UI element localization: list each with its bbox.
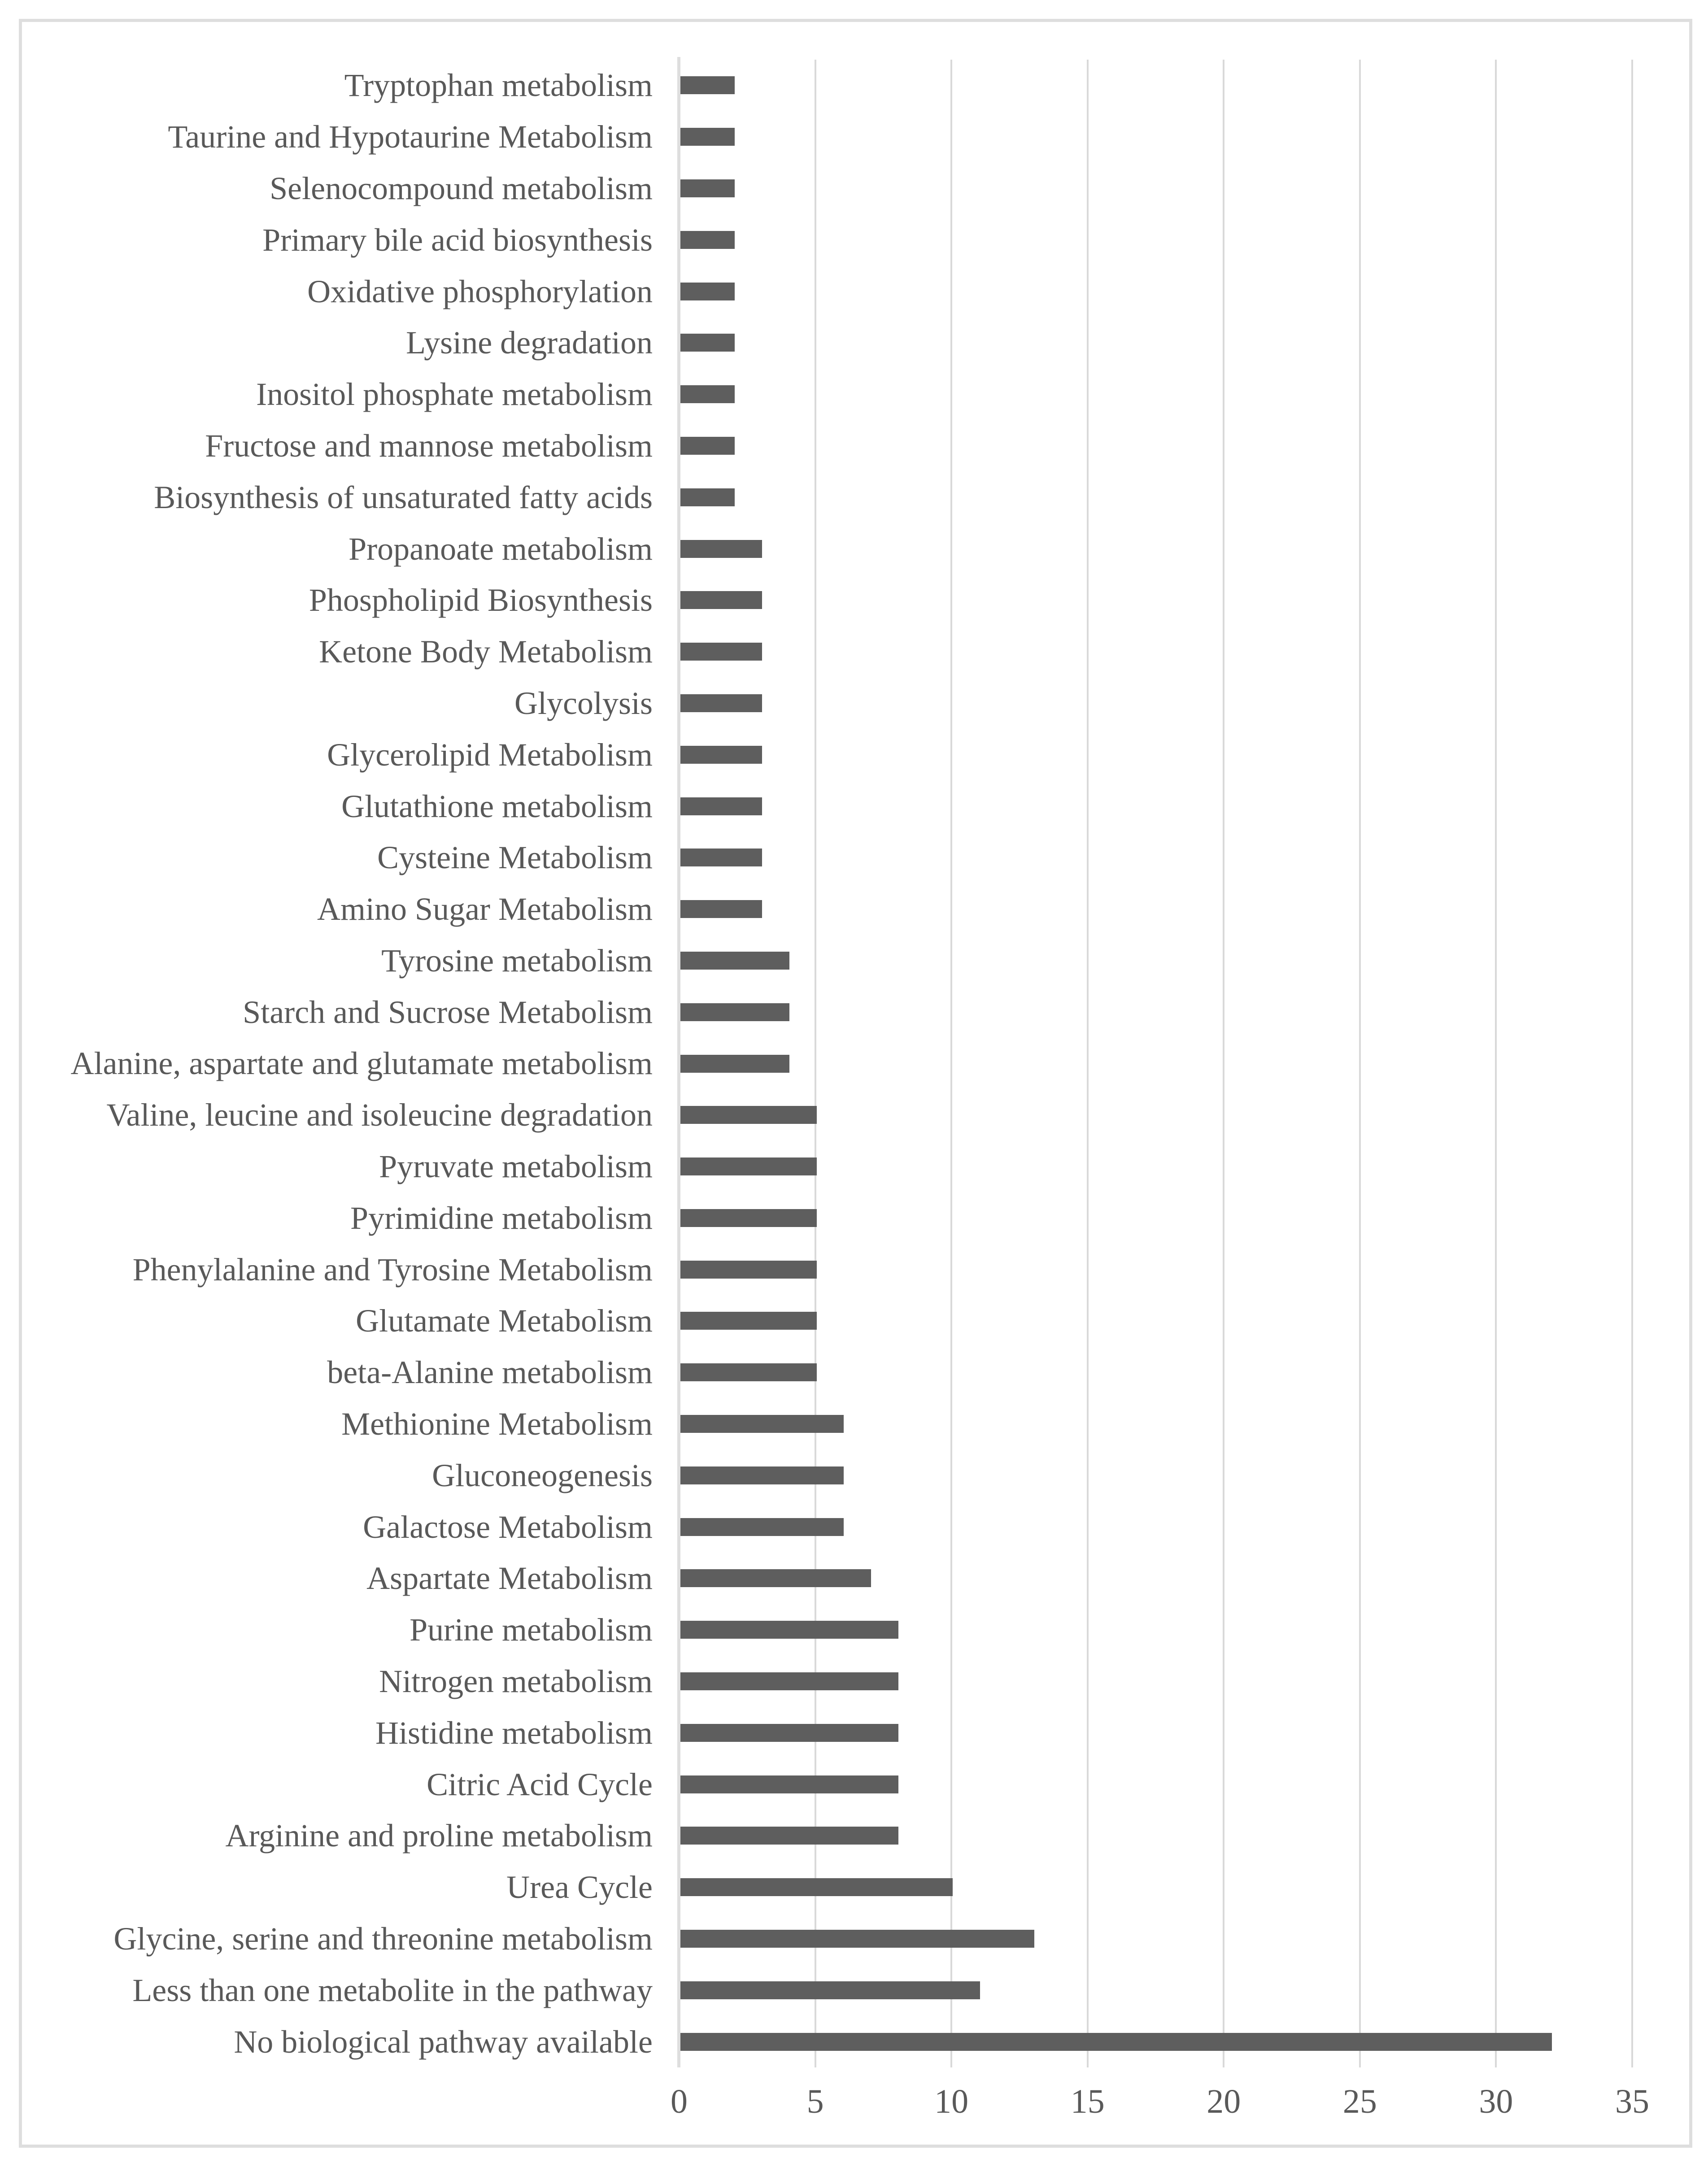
category-label: Urea Cycle	[506, 1869, 653, 1906]
category-label: Arginine and proline metabolism	[225, 1818, 653, 1854]
bar	[680, 1621, 898, 1639]
bar	[680, 797, 762, 815]
bar	[680, 1261, 817, 1279]
category-label: Gluconeogenesis	[432, 1457, 653, 1493]
category-label: Pyruvate metabolism	[379, 1149, 653, 1185]
category-label: Biosynthesis of unsaturated fatty acids	[154, 479, 653, 515]
bar	[680, 1363, 817, 1381]
category-label: Glycolysis	[514, 685, 653, 721]
bar	[680, 1775, 898, 1793]
bar	[680, 1055, 789, 1073]
bar	[680, 437, 735, 455]
bar	[680, 488, 735, 506]
x-tick-label: 15	[1070, 2083, 1105, 2120]
category-label: Methionine Metabolism	[341, 1406, 653, 1442]
x-tick-label: 10	[934, 2083, 969, 2120]
bar	[680, 1209, 817, 1227]
category-label: Glycine, serine and threonine metabolism	[113, 1921, 653, 1957]
category-label: Galactose Metabolism	[363, 1509, 653, 1545]
category-label: Glycerolipid Metabolism	[327, 736, 653, 773]
category-label: Pyrimidine metabolism	[350, 1200, 653, 1236]
bar	[680, 1930, 1034, 1948]
category-label: Valine, leucine and isoleucine degradation	[106, 1097, 653, 1133]
gridline	[1087, 60, 1089, 2067]
category-label: Purine metabolism	[410, 1612, 653, 1648]
bar	[680, 1003, 789, 1021]
category-label: Glutathione metabolism	[341, 788, 653, 824]
category-label: Oxidative phosphorylation	[307, 273, 653, 309]
bar	[680, 231, 735, 249]
bar	[680, 849, 762, 866]
x-tick-label: 30	[1479, 2083, 1513, 2120]
y-axis-line	[677, 57, 680, 2067]
category-label: No biological pathway available	[234, 2023, 653, 2060]
category-label: Tyrosine metabolism	[381, 942, 653, 979]
category-label: Fructose and mannose metabolism	[205, 427, 653, 464]
gridline	[950, 60, 952, 2067]
bar	[680, 179, 735, 197]
category-label: Phenylalanine and Tyrosine Metabolism	[132, 1251, 653, 1288]
bar	[680, 694, 762, 712]
bar	[680, 128, 735, 146]
category-label: Cysteine Metabolism	[377, 840, 653, 876]
category-label: Lysine degradation	[406, 325, 653, 361]
category-label: beta-Alanine metabolism	[327, 1354, 653, 1391]
x-tick-label: 5	[806, 2083, 824, 2120]
bar	[680, 1312, 817, 1330]
gridline	[1631, 60, 1633, 2067]
category-label: Primary bile acid biosynthesis	[262, 222, 653, 258]
bar	[680, 76, 735, 94]
x-tick-label: 25	[1342, 2083, 1377, 2120]
category-label: Glutamate Metabolism	[356, 1303, 653, 1339]
gridline	[1223, 60, 1224, 2067]
category-label: Amino Sugar Metabolism	[317, 891, 653, 927]
bar	[680, 334, 735, 352]
x-tick-label: 35	[1615, 2083, 1649, 2120]
bar	[680, 746, 762, 764]
gridline	[1359, 60, 1361, 2067]
bar	[680, 1827, 898, 1845]
category-label: Taurine and Hypotaurine Metabolism	[168, 119, 653, 155]
bar	[680, 1878, 953, 1896]
category-label: Tryptophan metabolism	[344, 67, 653, 104]
bar	[680, 1981, 980, 1999]
category-label: Aspartate Metabolism	[366, 1560, 653, 1597]
bar	[680, 900, 762, 918]
bar	[680, 1518, 844, 1536]
category-label: Alanine, aspartate and glutamate metabolism	[70, 1045, 653, 1082]
bar	[680, 2033, 1552, 2051]
bar	[680, 591, 762, 609]
category-label: Histidine metabolism	[375, 1714, 653, 1751]
bar	[680, 952, 789, 970]
bar	[680, 1672, 898, 1690]
category-label: Starch and Sucrose Metabolism	[243, 994, 653, 1030]
category-label: Less than one metabolite in the pathway	[132, 1972, 653, 2008]
gridline	[815, 60, 816, 2067]
bar	[680, 1466, 844, 1484]
category-label: Selenocompound metabolism	[270, 170, 653, 206]
bar	[680, 1415, 844, 1433]
x-tick-label: 20	[1207, 2083, 1241, 2120]
bar	[680, 1106, 817, 1124]
category-label: Ketone Body Metabolism	[319, 634, 653, 670]
bar	[680, 1157, 817, 1175]
category-label: Phospholipid Biosynthesis	[309, 582, 653, 618]
gridline	[1495, 60, 1497, 2067]
x-tick-label: 0	[671, 2083, 688, 2120]
bar	[680, 1724, 898, 1742]
bar	[680, 283, 735, 300]
category-label: Nitrogen metabolism	[379, 1663, 653, 1700]
category-label: Propanoate metabolism	[349, 531, 653, 567]
category-label: Citric Acid Cycle	[427, 1766, 653, 1802]
category-label: Inositol phosphate metabolism	[256, 376, 653, 413]
bar	[680, 540, 762, 558]
bar	[680, 1569, 871, 1587]
plot-area	[679, 60, 1632, 2067]
bar	[680, 643, 762, 661]
bar	[680, 385, 735, 403]
